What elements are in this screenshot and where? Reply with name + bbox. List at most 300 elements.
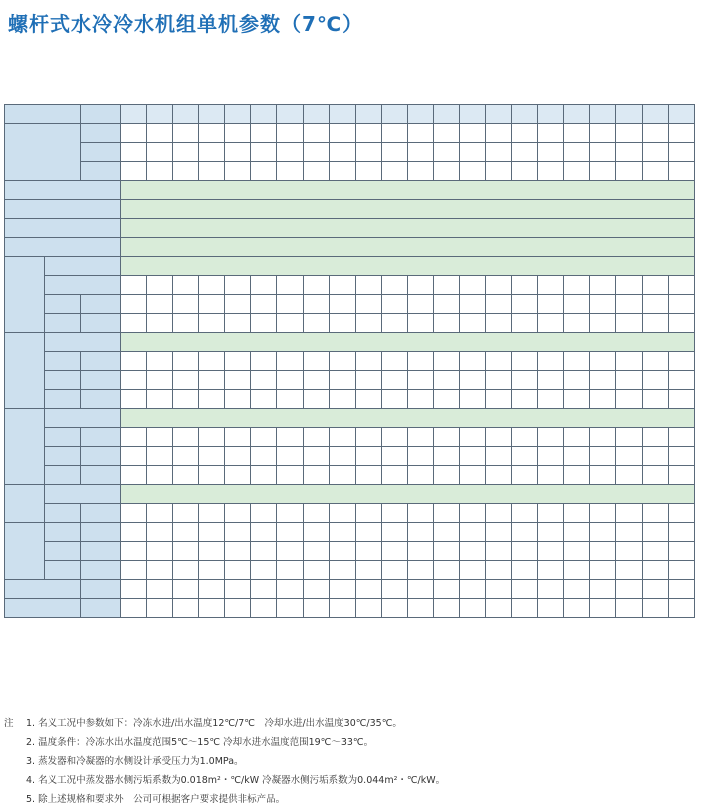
- table-row: [5, 295, 695, 314]
- model-header-cell: [538, 105, 564, 124]
- value-cell: [147, 428, 173, 447]
- value-cell: [381, 276, 407, 295]
- value-cell: [486, 390, 512, 409]
- value-cell: [199, 466, 225, 485]
- value-cell: [642, 561, 668, 580]
- value-cell: [277, 162, 303, 181]
- value-cell: [642, 504, 668, 523]
- value-cell: [433, 428, 459, 447]
- value-cell: [251, 561, 277, 580]
- value-cell: [460, 276, 486, 295]
- value-cell: [355, 523, 381, 542]
- value-cell: [486, 580, 512, 599]
- model-header-cell: [381, 105, 407, 124]
- value-cell: [225, 542, 251, 561]
- value-cell: [590, 162, 616, 181]
- value-cell: [512, 371, 538, 390]
- value-cell: [460, 352, 486, 371]
- value-cell: [433, 447, 459, 466]
- value-cell: [486, 143, 512, 162]
- value-cell: [433, 143, 459, 162]
- value-cell: [616, 276, 642, 295]
- value-cell: [433, 162, 459, 181]
- unit-cell: [81, 295, 121, 314]
- notes-section: [4, 712, 704, 807]
- value-cell: [121, 561, 147, 580]
- value-cell: [642, 580, 668, 599]
- value-cell: [225, 276, 251, 295]
- value-cell: [538, 124, 564, 143]
- value-cell: [251, 466, 277, 485]
- note-item: [4, 788, 704, 807]
- value-cell: [407, 523, 433, 542]
- value-cell: [538, 466, 564, 485]
- value-cell: [251, 143, 277, 162]
- value-cell: [251, 390, 277, 409]
- value-cell: [173, 143, 199, 162]
- value-cell: [564, 580, 590, 599]
- value-cell: [251, 162, 277, 181]
- value-cell: [538, 561, 564, 580]
- value-cell: [433, 295, 459, 314]
- note-item: [4, 769, 704, 788]
- value-cell: [199, 352, 225, 371]
- value-cell: [277, 466, 303, 485]
- value-cell: [225, 352, 251, 371]
- value-cell: [407, 371, 433, 390]
- value-cell: [121, 314, 147, 333]
- unit-cell: [81, 580, 121, 599]
- value-cell: [512, 504, 538, 523]
- value-cell: [590, 124, 616, 143]
- model-header-cell: [147, 105, 173, 124]
- value-cell: [538, 599, 564, 618]
- value-cell: [381, 447, 407, 466]
- row-label: [5, 238, 121, 257]
- unit-cell: [81, 599, 121, 618]
- value-cell: [433, 504, 459, 523]
- value-cell: [668, 580, 694, 599]
- value-cell: [303, 428, 329, 447]
- value-cell: [668, 428, 694, 447]
- value-cell: [147, 295, 173, 314]
- value-cell: [590, 352, 616, 371]
- value-cell: [277, 542, 303, 561]
- value-cell: [381, 428, 407, 447]
- value-cell: [460, 390, 486, 409]
- value-cell: [381, 580, 407, 599]
- value-cell: [460, 295, 486, 314]
- unit-cell: [81, 428, 121, 447]
- value-cell: [590, 390, 616, 409]
- unit-cell: [81, 352, 121, 371]
- model-header-cell: [512, 105, 538, 124]
- value-cell: [329, 371, 355, 390]
- value-cell: [564, 295, 590, 314]
- value-cell: [433, 390, 459, 409]
- value-cell: [590, 599, 616, 618]
- value-cell: [590, 466, 616, 485]
- model-header-cell: [642, 105, 668, 124]
- value-cell: [251, 580, 277, 599]
- model-header-cell: [303, 105, 329, 124]
- value-cell: [329, 466, 355, 485]
- value-cell: [564, 314, 590, 333]
- value-cell: [303, 523, 329, 542]
- table-row: [5, 523, 695, 542]
- value-cell: [433, 561, 459, 580]
- value-cell: [590, 523, 616, 542]
- row-label: [5, 200, 121, 219]
- table-row: [5, 447, 695, 466]
- value-cell: [173, 523, 199, 542]
- value-cell: [407, 447, 433, 466]
- dimensions-label: [5, 523, 45, 580]
- value-cell: [303, 352, 329, 371]
- value-cell: [486, 523, 512, 542]
- value-cell: [199, 371, 225, 390]
- value-cell: [486, 276, 512, 295]
- value-cell: [642, 352, 668, 371]
- value-cell: [225, 314, 251, 333]
- value-cell: [277, 314, 303, 333]
- value-cell: [616, 143, 642, 162]
- value-cell: [199, 580, 225, 599]
- model-header-cell: [668, 105, 694, 124]
- value-cell: [538, 390, 564, 409]
- value-cell: [355, 504, 381, 523]
- value-cell: [199, 390, 225, 409]
- value-cell: [355, 599, 381, 618]
- value-cell: [381, 542, 407, 561]
- value-cell: [303, 504, 329, 523]
- model-header-cell: [407, 105, 433, 124]
- value-cell: [668, 371, 694, 390]
- value-cell: [381, 390, 407, 409]
- value-cell: [538, 314, 564, 333]
- value-cell: [616, 599, 642, 618]
- value-cell: [251, 295, 277, 314]
- value-cell: [616, 162, 642, 181]
- value-cell: [303, 447, 329, 466]
- value-cell: [486, 314, 512, 333]
- value-cell: [173, 314, 199, 333]
- value-cell: [277, 580, 303, 599]
- value-cell: [381, 124, 407, 143]
- value-cell: [173, 580, 199, 599]
- value-cell: [512, 352, 538, 371]
- value-cell: [564, 542, 590, 561]
- value-cell: [355, 124, 381, 143]
- value-cell: [407, 561, 433, 580]
- value-cell: [147, 447, 173, 466]
- value-cell: [147, 599, 173, 618]
- value-cell: [277, 523, 303, 542]
- value-cell: [381, 352, 407, 371]
- value-cell: [433, 314, 459, 333]
- value-cell: [564, 276, 590, 295]
- value-cell: [407, 352, 433, 371]
- value-cell: [407, 295, 433, 314]
- value-cell: [590, 295, 616, 314]
- row-label: [45, 561, 81, 580]
- value-cell: [538, 447, 564, 466]
- value-cell: [225, 466, 251, 485]
- value-cell: [433, 352, 459, 371]
- value-cell: [173, 428, 199, 447]
- value-cell: [512, 162, 538, 181]
- value-cell: [173, 504, 199, 523]
- value-cell: [303, 143, 329, 162]
- value-cell: [381, 523, 407, 542]
- value-cell: [460, 523, 486, 542]
- model-header-cell: [433, 105, 459, 124]
- value-cell: [121, 580, 147, 599]
- value-cell: [303, 542, 329, 561]
- value-cell: [147, 504, 173, 523]
- table-row: [5, 409, 695, 428]
- spanning-value-cell: [121, 485, 695, 504]
- value-cell: [512, 523, 538, 542]
- value-cell: [564, 162, 590, 181]
- table-row: [5, 219, 695, 238]
- value-cell: [616, 295, 642, 314]
- value-cell: [121, 599, 147, 618]
- value-cell: [538, 352, 564, 371]
- value-cell: [225, 447, 251, 466]
- value-cell: [225, 162, 251, 181]
- value-cell: [381, 162, 407, 181]
- value-cell: [121, 295, 147, 314]
- table-row: [5, 542, 695, 561]
- value-cell: [460, 428, 486, 447]
- value-cell: [538, 143, 564, 162]
- value-cell: [564, 447, 590, 466]
- value-cell: [251, 523, 277, 542]
- row-label: [5, 219, 121, 238]
- unit-cell: [81, 523, 121, 542]
- row-label: [45, 466, 81, 485]
- value-cell: [199, 162, 225, 181]
- value-cell: [407, 466, 433, 485]
- value-cell: [668, 162, 694, 181]
- value-cell: [199, 561, 225, 580]
- value-cell: [512, 447, 538, 466]
- value-cell: [225, 504, 251, 523]
- value-cell: [303, 580, 329, 599]
- value-cell: [381, 466, 407, 485]
- value-cell: [173, 390, 199, 409]
- row-label: [45, 276, 121, 295]
- value-cell: [251, 504, 277, 523]
- value-cell: [225, 371, 251, 390]
- row-label: [45, 314, 81, 333]
- row-label: [45, 447, 81, 466]
- value-cell: [668, 124, 694, 143]
- value-cell: [199, 276, 225, 295]
- value-cell: [199, 504, 225, 523]
- value-cell: [381, 371, 407, 390]
- value-cell: [460, 561, 486, 580]
- value-cell: [407, 580, 433, 599]
- model-header-cell: [355, 105, 381, 124]
- value-cell: [199, 599, 225, 618]
- value-cell: [642, 599, 668, 618]
- value-cell: [538, 580, 564, 599]
- unit-cell: [81, 561, 121, 580]
- note-text: 5. 除上述规格和要求外 公司可根据客户要求提供非标产品。: [26, 793, 286, 805]
- value-cell: [173, 124, 199, 143]
- value-cell: [277, 276, 303, 295]
- value-cell: [564, 523, 590, 542]
- value-cell: [355, 390, 381, 409]
- table-row: [5, 428, 695, 447]
- value-cell: [668, 447, 694, 466]
- value-cell: [303, 599, 329, 618]
- value-cell: [173, 162, 199, 181]
- model-header-cell: [225, 105, 251, 124]
- value-cell: [251, 542, 277, 561]
- value-cell: [277, 143, 303, 162]
- value-cell: [173, 447, 199, 466]
- row-label: [45, 428, 81, 447]
- row-label: [45, 523, 81, 542]
- value-cell: [564, 371, 590, 390]
- value-cell: [407, 542, 433, 561]
- table-row: [5, 599, 695, 618]
- value-cell: [277, 447, 303, 466]
- value-cell: [277, 390, 303, 409]
- value-cell: [616, 352, 642, 371]
- value-cell: [538, 295, 564, 314]
- value-cell: [486, 295, 512, 314]
- value-cell: [199, 314, 225, 333]
- value-cell: [460, 314, 486, 333]
- row-label: [45, 371, 81, 390]
- value-cell: [277, 561, 303, 580]
- value-cell: [407, 143, 433, 162]
- value-cell: [147, 466, 173, 485]
- note-item: [4, 750, 704, 769]
- value-cell: [460, 162, 486, 181]
- value-cell: [433, 523, 459, 542]
- value-cell: [329, 504, 355, 523]
- value-cell: [251, 352, 277, 371]
- value-cell: [121, 124, 147, 143]
- value-cell: [355, 295, 381, 314]
- value-cell: [277, 428, 303, 447]
- table-row: [5, 238, 695, 257]
- value-cell: [381, 599, 407, 618]
- value-cell: [355, 542, 381, 561]
- value-cell: [590, 542, 616, 561]
- row-label: [5, 580, 81, 599]
- value-cell: [616, 580, 642, 599]
- value-cell: [433, 371, 459, 390]
- value-cell: [460, 124, 486, 143]
- row-label: [45, 352, 81, 371]
- unit-cell: [81, 124, 121, 143]
- value-cell: [121, 466, 147, 485]
- value-cell: [668, 143, 694, 162]
- value-cell: [512, 314, 538, 333]
- value-cell: [381, 295, 407, 314]
- table-row: [5, 485, 695, 504]
- value-cell: [329, 561, 355, 580]
- value-cell: [642, 447, 668, 466]
- value-cell: [512, 580, 538, 599]
- value-cell: [590, 504, 616, 523]
- note-text: 3. 蒸发器和冷凝器的水侧设计承受压力为1.0MPa。: [26, 755, 244, 767]
- spanning-value-cell: [121, 409, 695, 428]
- unit-cell: [81, 504, 121, 523]
- value-cell: [616, 542, 642, 561]
- value-cell: [277, 504, 303, 523]
- value-cell: [512, 599, 538, 618]
- value-cell: [538, 371, 564, 390]
- value-cell: [590, 428, 616, 447]
- value-cell: [199, 143, 225, 162]
- spec-table: [4, 104, 695, 618]
- value-cell: [486, 428, 512, 447]
- value-cell: [381, 314, 407, 333]
- value-cell: [564, 561, 590, 580]
- header-series-label: [81, 105, 121, 124]
- value-cell: [642, 314, 668, 333]
- value-cell: [407, 599, 433, 618]
- value-cell: [642, 143, 668, 162]
- value-cell: [173, 466, 199, 485]
- row-label: [45, 295, 81, 314]
- value-cell: [407, 428, 433, 447]
- value-cell: [564, 599, 590, 618]
- value-cell: [329, 599, 355, 618]
- table-row: [5, 124, 695, 143]
- value-cell: [460, 599, 486, 618]
- value-cell: [355, 580, 381, 599]
- value-cell: [251, 447, 277, 466]
- table-row: [5, 143, 695, 162]
- value-cell: [173, 352, 199, 371]
- condenser-label: [5, 409, 45, 485]
- value-cell: [433, 599, 459, 618]
- value-cell: [642, 390, 668, 409]
- value-cell: [329, 542, 355, 561]
- value-cell: [303, 371, 329, 390]
- value-cell: [329, 352, 355, 371]
- table-row: [5, 257, 695, 276]
- unit-cell: [81, 466, 121, 485]
- model-header-cell: [121, 105, 147, 124]
- value-cell: [121, 542, 147, 561]
- value-cell: [668, 276, 694, 295]
- value-cell: [147, 561, 173, 580]
- value-cell: [460, 143, 486, 162]
- value-cell: [121, 276, 147, 295]
- value-cell: [668, 295, 694, 314]
- model-header-cell: [277, 105, 303, 124]
- model-header-cell: [329, 105, 355, 124]
- value-cell: [251, 428, 277, 447]
- evaporator-label: [5, 333, 45, 409]
- value-cell: [121, 371, 147, 390]
- value-cell: [460, 542, 486, 561]
- value-cell: [564, 466, 590, 485]
- value-cell: [355, 314, 381, 333]
- model-header-cell: [564, 105, 590, 124]
- value-cell: [303, 162, 329, 181]
- value-cell: [512, 561, 538, 580]
